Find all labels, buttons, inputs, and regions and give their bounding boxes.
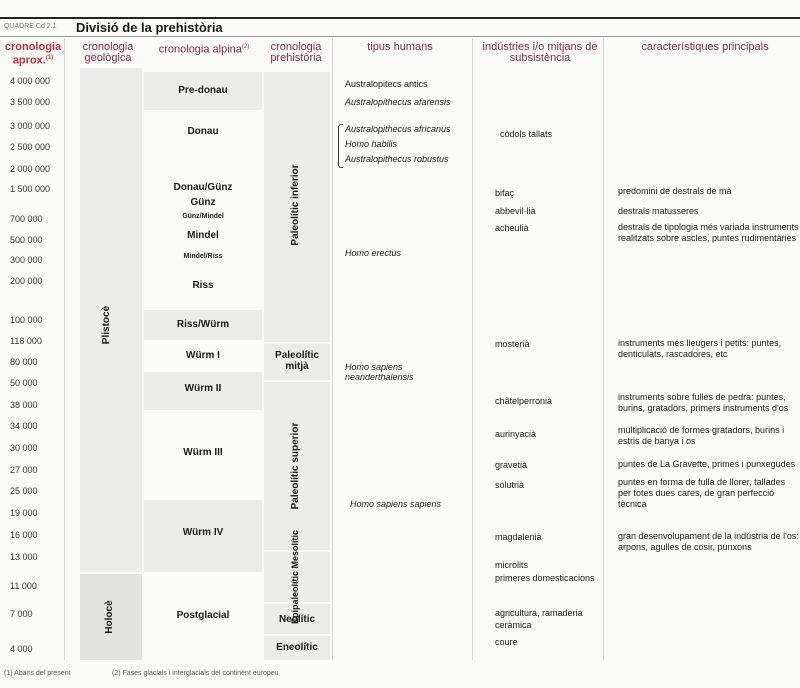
chronology-value: 38 000 (10, 400, 38, 410)
characteristic: puntes de La Gravette, primes i punxegudes (618, 459, 796, 469)
human-type: Australopitecs antics (345, 79, 428, 89)
characteristic: instruments sobre fulles de pedra: puntes, burins, gratadors, primers instruments d'os (618, 392, 789, 413)
prehistory-neolithic: Neolític (278, 614, 316, 625)
chronology-value: 100 000 (10, 315, 43, 325)
alpine-wurm-2: Würm II (184, 383, 222, 394)
industry: ceràmica (495, 620, 532, 630)
characteristic: multiplicació de formes gratadors, burins i estris de banya i os (618, 425, 785, 446)
alpine-riss-wurm: Riss/Würm (176, 319, 230, 330)
characteristic: destrals de tipologia més variada instruments realitzats sobre ascles, puntes rudimentàries (618, 222, 799, 243)
chronology-value: 2 000 000 (10, 164, 51, 174)
chronology-value: 4 000 (10, 644, 33, 654)
alpine-donau-gunz: Donau/Günz (173, 182, 233, 193)
human-type: Homo sapiens sapiens (350, 499, 442, 509)
title-rule (0, 17, 800, 19)
alpine-gunz-mindel: Günz/Mindel (182, 213, 224, 220)
industry: solutrià (495, 480, 525, 490)
human-type: Australopithecus africanus (345, 124, 451, 134)
column-divider (472, 38, 473, 660)
prehistory-lower-paleolithic: Paleolític inferior (290, 164, 301, 246)
footnote-2: (2) Fases glacials i interglacials del continent europeu (112, 670, 279, 677)
alpine-wurm-3: Würm III (183, 447, 223, 458)
industry: coure (495, 637, 518, 647)
chronology-value: 13 000 (10, 552, 38, 562)
chronology-value: 200 000 (10, 276, 43, 286)
chronology-value: 700 000 (10, 214, 43, 224)
prehistory-middle-paleolithic: Paleolític mitjà (275, 350, 319, 372)
human-type: Australopithecus afarensis (345, 97, 451, 107)
title-divider (0, 36, 800, 37)
human-type: Homo habilis (345, 139, 398, 149)
alpine-wurm-4: Würm IV (182, 527, 224, 538)
header-geological: cronologia geològica (82, 41, 134, 64)
alpine-postglacial: Postglacial (176, 610, 230, 621)
alpine-predonau: Pre-donau (178, 85, 228, 96)
header-human-types: tipus humans (367, 41, 433, 53)
alpine-mindel-riss: Mindel/Riss (183, 253, 223, 260)
chronology-value: 3 000 000 (10, 121, 51, 131)
geology-pleistocene: Plistocè (101, 305, 112, 345)
prehistory-upper-paleolithic: Paleolític superior (290, 422, 301, 510)
chronology-value: 19 000 (10, 508, 38, 518)
human-type: Homo erectus (345, 248, 402, 258)
header-prehistory: cronologia prehistòria (270, 41, 322, 64)
characteristic: instruments més lleugers i petits: puntes, denticulats, rascadores, etc (618, 338, 782, 359)
header-alpine: cronologia alpina$^{(2)}$ (158, 43, 250, 56)
industry: châtelperronià (495, 396, 553, 406)
chronology-value: 80 000 (10, 357, 38, 367)
footnote-1: (1) Abans del present (4, 670, 71, 677)
chronology-value: 118 000 (10, 336, 42, 346)
industry: abbevil·lià (495, 206, 536, 216)
bracket (338, 124, 343, 168)
chronology-value: 2 500 000 (10, 142, 51, 152)
industry: bifaç (495, 188, 515, 198)
chronology-value: 300 000 (10, 255, 43, 265)
characteristic: puntes en forma de fulla de llorer, tallades per totes dues cares, de gran perfecció tècnica (618, 477, 786, 509)
alpine-mindel: Mindel (187, 230, 219, 241)
industry: mosterià (495, 339, 530, 349)
industry: agricultura, ramaderia (495, 608, 583, 618)
chronology-value: 1 500 000 (10, 184, 51, 194)
industry: primeres domesticacions (495, 573, 595, 583)
industry: còdols tallats (500, 129, 553, 139)
chronology-value: 500 000 (10, 235, 43, 245)
alpine-donau: Donau (187, 126, 219, 137)
chronology-value: 3 500 000 (10, 97, 51, 107)
header-industries: indústries i/o mitjans de subsistència (482, 41, 598, 64)
header-chronology-approx: cronologia aprox.$^{(1)}$ (4, 41, 62, 67)
alpine-riss: Riss (192, 280, 214, 291)
chronology-value: 34 000 (10, 421, 38, 431)
page-title: Divisió de la prehistòria (76, 20, 223, 35)
prehistory-eneolithic: Eneolític (276, 642, 318, 653)
geology-holocene: Holocè (104, 600, 115, 634)
human-type: neanderthalensis (345, 372, 414, 382)
column-divider (603, 38, 604, 660)
alpine-gunz: Günz (190, 197, 216, 208)
prehistory-epipaleolithic: Epipaleolític Mesolític (290, 529, 300, 625)
column-divider (332, 38, 333, 660)
characteristic: gran desenvolupament de la indústria de l'os: arpons, agulles de cosir, punxons (618, 531, 799, 552)
alpine-wurm-1: Würm I (186, 350, 220, 361)
chronology-value: 4 000 000 (10, 76, 51, 86)
industry: microlits (495, 560, 528, 570)
human-type: Homo sapiens (345, 362, 403, 372)
chronology-value: 27 000 (10, 465, 38, 475)
human-type: Australopithecus robustus (345, 154, 449, 164)
chronology-value: 50 000 (10, 378, 38, 388)
chronology-value: 11 000 (10, 581, 37, 591)
header-characteristics: característiques principals (641, 41, 769, 53)
table-number: QUADRE Cd 2.1 (4, 23, 57, 30)
characteristic: predomini de destrals de mà (618, 186, 732, 196)
industry: gravetià (495, 460, 528, 470)
chronology-value: 25 000 (10, 486, 38, 496)
chronology-value: 7 000 (10, 609, 33, 619)
chronology-value: 30 000 (10, 443, 38, 453)
industry: acheulià (495, 223, 529, 233)
industry: magdalenià (495, 532, 542, 542)
characteristic: destrals matusseres (618, 206, 699, 216)
column-divider (64, 38, 65, 660)
industry: aurinyacià (495, 429, 537, 439)
chronology-value: 16 000 (10, 530, 38, 540)
